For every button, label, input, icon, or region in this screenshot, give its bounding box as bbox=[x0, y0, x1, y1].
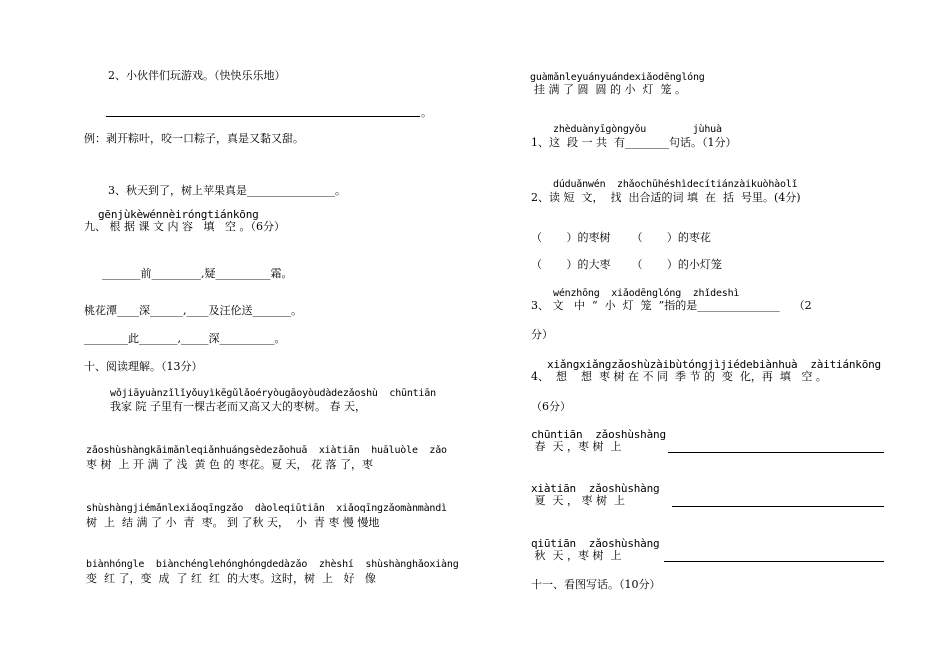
reading-text-1: 我家 院 子里有一棵古老而又高又大的枣树。 春 天， bbox=[110, 400, 366, 413]
reading-text-3: 树 上 结 满 了 小 青 枣。 到 了秋 天， 小 青 枣 慢 慢地 bbox=[86, 516, 380, 529]
q3-score-tail: 分） bbox=[531, 328, 553, 341]
fill-row-1: （ ）的枣树 （ ）的枣花 bbox=[531, 231, 711, 244]
q1-text: 1、这 段 一 共 有________句话。（1分） bbox=[531, 136, 737, 149]
reading-pinyin-3: shùshàngjiémǎnlexiǎoqīngzǎo dàoleqiūtiān xiǎoqīngzǎomànmàndì bbox=[86, 503, 447, 514]
reading-pinyin-5: guàmǎnleyuányuándexiǎodēnglóng bbox=[530, 72, 705, 83]
spring-pinyin: chūntiān zǎoshùshàng bbox=[531, 428, 666, 441]
spring-answer-line[interactable] bbox=[668, 452, 884, 453]
autumn-label: 秋 天 ，枣 树 上 bbox=[531, 549, 622, 562]
q2-sentence: 2、小伙伴们玩游戏。（快快乐乐地） bbox=[108, 69, 286, 82]
summer-answer-line[interactable] bbox=[672, 506, 884, 507]
section11-title: 十一、看图写话。（10分） bbox=[531, 578, 661, 591]
q2-text: 2、读 短 文， 找 出合适的词 填 在 括 号里。(4分) bbox=[531, 191, 801, 204]
section10-title: 十、阅读理解。（13分） bbox=[84, 360, 203, 373]
reading-text-5: 挂 满 了 圆 圆 的 小 灯 笼 。 bbox=[534, 83, 686, 96]
poem-line-3: ________此_______,_____深__________。 bbox=[84, 332, 286, 345]
reading-text-4: 变 红 了，变 成 了 红 红 的大枣。这时，树 上 好 像 bbox=[86, 572, 376, 585]
example-sentence: 例：剥开粽叶，咬一口粽子，真是又黏又甜。 bbox=[84, 132, 304, 145]
reading-text-2: 枣 树 上 开 满 了 浅 黄 色 的 枣花。夏 天， 花 落 了，枣 bbox=[86, 458, 373, 471]
poem-line-2: 桃花潭____深______,____及汪伦送_______。 bbox=[84, 304, 302, 317]
q3-sentence: 3、秋天到了，树上苹果真是________________。 bbox=[108, 184, 346, 197]
q3-text: 3、 文 中 “ 小 灯 笼 ”指的是_______________ （2 bbox=[531, 299, 812, 312]
fill-row-2: （ ）的大枣 （ ）的小灯笼 bbox=[531, 258, 722, 271]
q4-text: 4、 想 想 枣 树 在 不 同 季 节 的 变 化，再 填 空 。 bbox=[531, 370, 827, 383]
reading-pinyin-2: zǎoshùshàngkāimǎnleqiǎnhuángsèdezǎohuā xiàtiān huāluòle zǎo bbox=[86, 445, 447, 456]
q1-pinyin: zhèduànyīgòngyǒu jùhuà bbox=[553, 124, 722, 135]
poem-line-1: _______前_________,疑__________霜。 bbox=[102, 267, 293, 280]
section9-pinyin: gēnjùkèwénnèiróngtiánkōng bbox=[98, 208, 259, 221]
autumn-pinyin: qiūtiān zǎoshùshàng bbox=[531, 537, 660, 550]
autumn-answer-line[interactable] bbox=[664, 561, 884, 562]
q3-pinyin: wénzhōng xiǎodēnglóng zhǐdeshì bbox=[553, 288, 740, 299]
q2-pinyin: dúduǎnwén zhǎochūhéshìdecítiánzàikuòhàolǐ bbox=[553, 179, 798, 190]
section9-title: 九、 根 据 课 文 内 容 填 空 。（6分） bbox=[84, 220, 285, 233]
summer-pinyin: xiàtiān zǎoshùshàng bbox=[531, 482, 660, 495]
q4-score: （6分） bbox=[531, 400, 571, 413]
spring-label: 春 天 ，枣 树 上 bbox=[531, 440, 622, 453]
q2-period: 。 bbox=[421, 106, 432, 119]
reading-pinyin-1: wǒjiāyuànzǐlǐyǒuyìkēgǔlǎoéryòugāoyòudàdezǎoshù chūntiān bbox=[110, 388, 436, 399]
q4-pinyin: xiǎngxiǎngzǎoshùzàibùtóngjìjiédebiànhuà zàitiánkōng bbox=[547, 358, 881, 371]
summer-label: 夏 天 ， 枣 树 上 bbox=[531, 494, 625, 507]
q2-answer-line[interactable] bbox=[106, 116, 420, 117]
reading-pinyin-4: biànhóngle biànchénglehónghóngdedàzǎo zhèshí shùshànghǎoxiàng bbox=[86, 559, 459, 570]
